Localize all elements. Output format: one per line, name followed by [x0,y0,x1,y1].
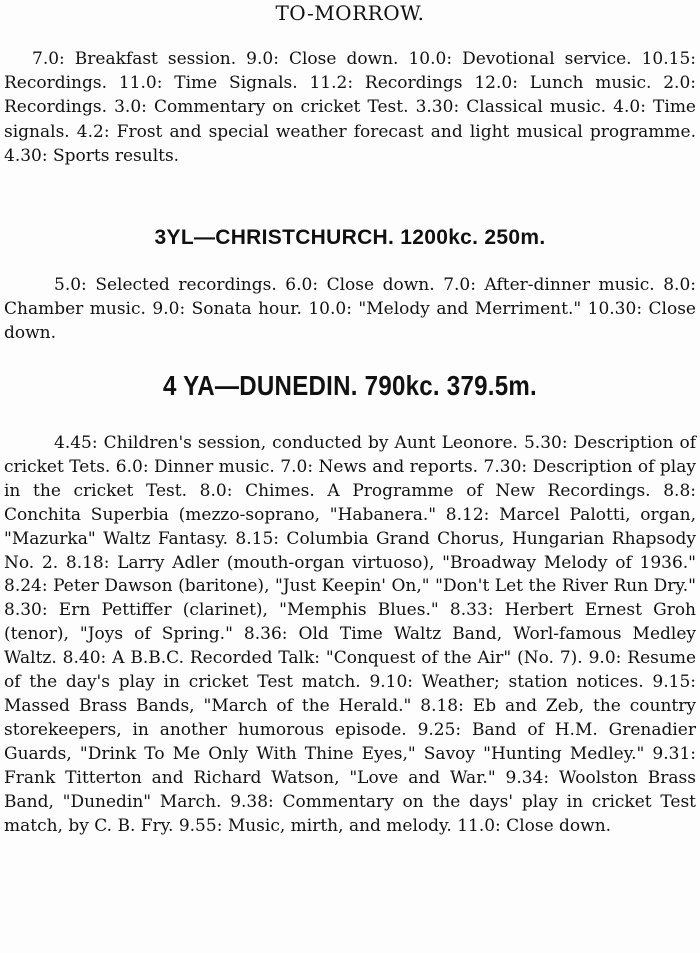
schedule-paragraph-2 [4,273,696,346]
schedule-paragraph-1 [4,47,696,168]
station-heading-3yl: 3YL—CHRISTCHURCH. 1200kc. 250m. [154,226,546,249]
station-heading-4ya: 4 YA—DUNEDIN. 790kc. 379.5m. [163,370,537,401]
schedule-text-3: 4.45: Children's session, conducted by Aunt Leonore. 5.30: Description of cricket Tets. 6.0: Dinner music. 7.0: News and reports. 7.30: Description of play in the cricket Test. 8.0: Chimes. A Programme of New Recordings. 8.8: Conchita Superbia (mezzo-soprano, "Habanera." 8.12: Marcel Palotti, organ, "Mazurka" Waltz Fantasy. 8.15: Columbia Grand Chorus, Hungarian Rhapsody No. 2. 8.18: Larry Adler (mouth-organ virtuoso), "Broadway Melody of 1936." 8.24: Peter Dawson (baritone), "Just Keepin' On," "Don't Let the River Run Dry." 8.30: Ern Pettiffer (clarinet), "Memphis Blues." 8.33: Herbert Ernest Groh (tenor), "Joys of Spring." 8.36: Old Time Waltz Band, Worl-famous Medley Waltz. 8.40: A B.B.C. Recorded Talk: "Conquest of the Air" (No. 7). 9.0: Resume of the day's play in cricket Test match. 9.10: Weather; station notices. 9.15: Massed Brass Bands, "March of the Herald." 8.18: Eb and Zeb, the country storekeepers, in another humorous episode. 9.25: Band of H.M. Grenadier Guards, "Drink To Me Only With Thine Eyes," Savoy "Hunting Medley." 9.31: Frank Titterton and Richard Watson, "Love and War." 9.34: Woolston Brass Band, "Dunedin" March. 9.38: Commentary on the days' play in cricket Test match, by C. B. Fry. 9.55: Music, mirth, and melody. 11.0: Close down. [4,433,696,836]
schedule-paragraph-3 [4,432,696,838]
page-heading: TO-MORROW. [275,1,425,25]
schedule-text-2: 5.0: Selected recordings. 6.0: Close down. 7.0: After-dinner music. 8.0: Chamber music. 9.0: Sonata hour. 10.0: "Melody and Merriment." 10.30: Close down. [4,275,696,344]
schedule-text-1: 7.0: Breakfast session. 9.0: Close down. 10.0: Devotional service. 10.15: Recordings. 11.0: Time Signals. 11.2: Recordings 12.0: Lunch music. 2.0: Recordings. 3.0: Commentary on cricket Test. 3.30: Classical music. 4.0: Time signals. 4.2: Frost and special weather forecast and light musical programme. 4.30: Sports results. [4,49,696,166]
